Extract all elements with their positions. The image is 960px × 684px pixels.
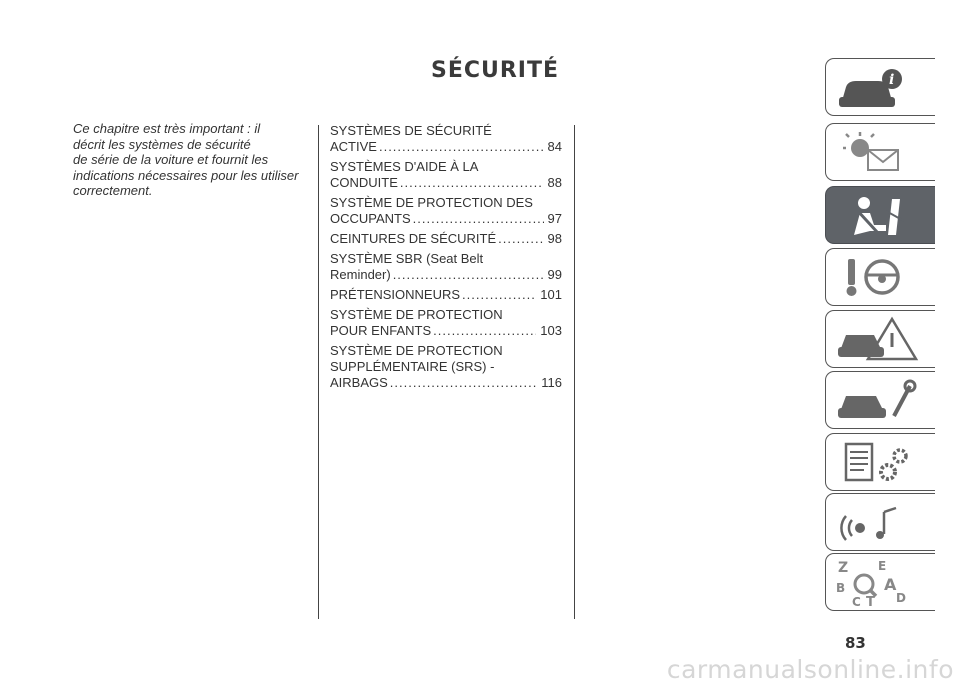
multimedia-icon [834, 498, 924, 548]
toc-leader-dots [379, 139, 544, 155]
toc-entry-title: SYSTÈMES D'AIDE À LA [330, 159, 479, 174]
chapter-tab-multimedia[interactable] [825, 493, 935, 551]
toc-page-number: 98 [547, 231, 562, 246]
toc-entry[interactable] [330, 123, 562, 155]
toc-leader-dots [498, 231, 543, 247]
toc-entry-title: CONDUITE [330, 175, 398, 190]
toc-entry[interactable] [330, 159, 562, 191]
chapter-tab-warning-lights[interactable] [825, 123, 935, 181]
toc-page-number: 101 [540, 287, 562, 302]
toc-page-number: 103 [540, 323, 562, 338]
index-letter: D [896, 591, 906, 605]
toc-leader-dots [462, 287, 536, 303]
car-emergency-icon [834, 315, 924, 365]
toc-leader-dots [413, 211, 544, 227]
key-steering-wheel-icon [834, 253, 924, 303]
toc-entry-title: SYSTÈME DE PROTECTION [330, 343, 503, 358]
toc-entry-title: CEINTURES DE SÉCURITÉ [330, 231, 497, 246]
toc-entry-title: SYSTÈMES DE SÉCURITÉ [330, 123, 492, 138]
toc-leader-dots [390, 375, 537, 391]
page-number: 83 [845, 634, 866, 652]
toc-entry-title: SUPPLÉMENTAIRE (SRS) - [330, 359, 495, 374]
toc-entry-title: ACTIVE [330, 139, 377, 154]
toc-entry[interactable] [330, 307, 562, 339]
chapter-tab-technical-data[interactable] [825, 433, 935, 491]
intro-line: Ce chapitre est très important : il [73, 121, 261, 136]
toc-leader-dots [433, 323, 536, 339]
intro-line: de série de la voiture et fournit les [73, 152, 269, 167]
index-letter: Z [838, 560, 849, 576]
warning-lights-message-icon [834, 128, 924, 178]
chapter-tab-maintenance[interactable] [825, 371, 935, 429]
footer-watermark: carmanualsonline.info [666, 655, 954, 684]
index-letter: A [884, 575, 897, 594]
toc-entry[interactable] [330, 251, 562, 283]
toc-entry-title: PRÉTENSIONNEURS [330, 287, 461, 302]
toc-entry[interactable] [330, 287, 562, 303]
toc-page-number: 97 [547, 211, 562, 226]
toc-leader-dots [400, 175, 544, 191]
technical-data-icon [834, 438, 924, 488]
page-title: SÉCURITÉ [430, 58, 560, 83]
intro-line: décrit les systèmes de sécurité [73, 136, 251, 152]
intro-paragraph [73, 121, 313, 199]
toc-entry[interactable] [330, 195, 562, 227]
column-divider-right [574, 125, 575, 619]
toc-entry[interactable] [330, 231, 562, 247]
toc-page-number: 84 [547, 139, 562, 154]
intro-line: correctement. [73, 183, 153, 198]
seat-safety-icon [834, 191, 924, 241]
toc-entry-title: POUR ENFANTS [330, 323, 432, 338]
chapter-tab-safety[interactable] [825, 186, 935, 244]
car-info-icon [834, 63, 924, 113]
chapter-tab-emergency[interactable] [825, 310, 935, 368]
chapter-tab-starting-driving[interactable] [825, 248, 935, 306]
chapter-tab-index[interactable] [825, 553, 935, 611]
index-letter: B [836, 581, 846, 595]
toc-entry-title: AIRBAGS [330, 375, 388, 390]
toc-page-number: 99 [547, 267, 562, 282]
column-divider-left [318, 125, 319, 619]
toc-entry-title: OCCUPANTS [330, 211, 411, 226]
toc-page-number: 116 [541, 375, 562, 390]
svg-text:i: i [889, 72, 895, 88]
index-letter: T [866, 595, 875, 608]
table-of-contents [330, 123, 562, 395]
toc-entry-title: Reminder) [330, 267, 391, 282]
toc-entry[interactable] [330, 343, 562, 391]
toc-page-number: 88 [547, 175, 562, 190]
index-letter: E [878, 559, 887, 573]
toc-entry-title: SYSTÈME DE PROTECTION DES [330, 195, 533, 210]
car-service-icon [834, 376, 924, 426]
index-icon [834, 558, 924, 608]
index-letter: C [852, 595, 861, 608]
chapter-tab-car-info[interactable] [825, 58, 935, 116]
toc-entry-title: SYSTÈME DE PROTECTION [330, 307, 503, 322]
toc-leader-dots [393, 267, 544, 283]
toc-entry-title: SYSTÈME SBR (Seat Belt [330, 251, 484, 266]
intro-line: indications nécessaires pour les utiliser [73, 167, 299, 183]
